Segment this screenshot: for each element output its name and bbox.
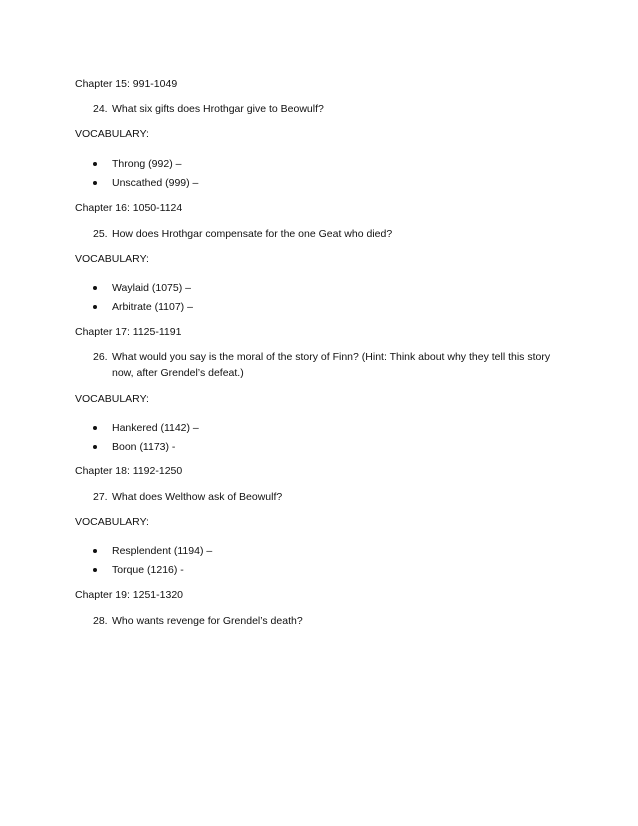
question-number: 24.: [93, 103, 108, 115]
bullet-icon: [93, 568, 97, 572]
vocab-item: Waylaid (1075) –: [112, 282, 191, 294]
vocabulary-label: VOCABULARY:: [75, 253, 149, 265]
vocab-item: Hankered (1142) –: [112, 422, 199, 434]
question-text: What would you say is the moral of the story of Finn? (Hint: Think about why they tell this story: [112, 351, 551, 363]
question-number: 28.: [93, 615, 108, 627]
bullet-icon: [93, 162, 97, 166]
question-number: 25.: [93, 228, 108, 240]
bullet-icon: [93, 445, 97, 449]
question-text: Who wants revenge for Grendel’s death?: [112, 615, 303, 627]
bullet-icon: [93, 426, 97, 430]
bullet-icon: [93, 286, 97, 290]
vocab-item: Torque (1216) -: [112, 564, 184, 576]
bullet-icon: [93, 305, 97, 309]
question-text: What does Welthow ask of Beowulf?: [112, 491, 283, 503]
vocab-item: Resplendent (1194) –: [112, 545, 213, 557]
bullet-icon: [93, 181, 97, 185]
chapter-heading: Chapter 18: 1192-1250: [75, 465, 183, 477]
vocab-item: Boon (1173) -: [112, 441, 176, 453]
vocabulary-label: VOCABULARY:: [75, 393, 149, 405]
chapter-heading: Chapter 16: 1050-1124: [75, 202, 183, 214]
vocabulary-label: VOCABULARY:: [75, 516, 149, 528]
question-number: 27.: [93, 491, 108, 503]
vocab-item: Throng (992) –: [112, 158, 182, 170]
vocab-item: Unscathed (999) –: [112, 177, 199, 189]
question-text-continued: now, after Grendel’s defeat.): [112, 367, 244, 379]
question-text: What six gifts does Hrothgar give to Beowulf?: [112, 103, 324, 115]
chapter-heading: Chapter 19: 1251-1320: [75, 589, 183, 601]
question-text: How does Hrothgar compensate for the one Geat who died?: [112, 228, 393, 240]
vocab-item: Arbitrate (1107) –: [112, 301, 193, 313]
chapter-heading: Chapter 17: 1125-1191: [75, 326, 182, 338]
chapter-heading: Chapter 15: 991-1049: [75, 78, 178, 90]
bullet-icon: [93, 549, 97, 553]
vocabulary-label: VOCABULARY:: [75, 128, 149, 140]
question-number: 26.: [93, 351, 108, 363]
